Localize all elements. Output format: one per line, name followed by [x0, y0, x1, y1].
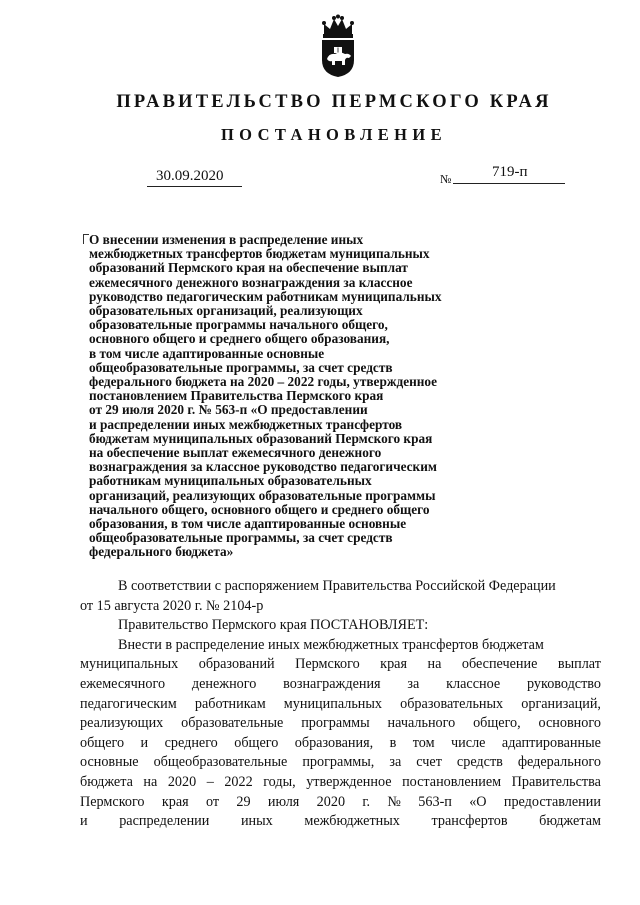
title-line: руководство педагогическим работникам муниципальных [89, 288, 442, 304]
item-line [80, 655, 601, 675]
word: работникам [194, 695, 266, 712]
item-line [80, 773, 601, 793]
word: и [140, 734, 149, 751]
word: муниципальных [283, 695, 383, 712]
government-title: ПРАВИТЕЛЬСТВО ПЕРМСКОГО КРАЯ [116, 92, 552, 112]
word: – [206, 773, 214, 790]
word: ежемесячного [80, 675, 166, 692]
word: утвержденное [306, 773, 392, 790]
item-line [80, 675, 601, 695]
title-line: на обеспечение выплат ежемесячного денежного [89, 445, 382, 461]
basis-line-2: от 15 августа 2020 г. № 2104-р [80, 597, 264, 614]
title-line: образовательные программы начального общего, [89, 317, 388, 333]
title-line: федерального бюджета на 2020 – 2022 годы, утвержденное [89, 374, 437, 390]
word: основные [80, 754, 139, 771]
title-line: образования, в том числе адаптированные основные [89, 516, 407, 532]
word: 563-п [418, 793, 452, 810]
word: бюджета [80, 773, 133, 790]
title-line: бюджетам муниципальных образований Пермского края [89, 430, 433, 446]
word: иных [240, 813, 273, 830]
word: классное [446, 675, 501, 692]
word: образования, [294, 734, 374, 751]
word: образовательных [400, 695, 504, 712]
word: организаций, [521, 695, 601, 712]
word: муниципальных [80, 656, 179, 673]
item-line [80, 714, 601, 734]
word: общего [80, 734, 125, 751]
number-sign: № [440, 172, 452, 186]
word: предоставлении [503, 793, 601, 810]
document-body [80, 577, 601, 832]
title-line: федерального бюджета» [89, 544, 234, 560]
word: начального [387, 715, 456, 732]
word: и [80, 813, 88, 830]
title-line: основного общего и среднего общего образования, [89, 331, 390, 347]
title-line: и распределении иных межбюджетных трансфертов [89, 416, 403, 432]
word: годы, [263, 773, 296, 790]
word: числе [451, 734, 486, 751]
document-date: 30.09.2020 [156, 168, 224, 184]
word: том [412, 734, 435, 751]
document-type: ПОСТАНОВЛЕНИЕ [220, 125, 448, 144]
item-line [80, 812, 601, 832]
word: общего [234, 734, 279, 751]
perm-krai-coat-of-arms-icon [318, 14, 358, 78]
word: реализующих [80, 715, 164, 732]
word: адаптированные [501, 734, 601, 751]
word: общеобразовательные [153, 754, 288, 771]
word: на [427, 656, 442, 673]
word: общего, [473, 715, 521, 732]
word: в [389, 734, 397, 751]
number-underline [453, 183, 565, 184]
word: основного [538, 715, 601, 732]
resolution-title [89, 233, 519, 560]
word: 29 [236, 793, 251, 810]
word: постановлением [402, 773, 502, 790]
word: г. [362, 793, 371, 810]
title-line: вознаграждения за классное руководство педагогическим [89, 459, 437, 475]
word: края [380, 656, 407, 673]
word: № [387, 793, 401, 810]
word: «О [469, 793, 487, 810]
item-line [80, 734, 601, 754]
word: программы, [302, 754, 375, 771]
item-line [80, 753, 601, 773]
item-line [80, 695, 601, 715]
word: 2022 [224, 773, 253, 790]
word: края [161, 793, 189, 810]
word: вознаграждения [283, 675, 381, 692]
word: Правительства [511, 773, 601, 790]
title-line: от 29 июля 2020 г. № 563-п «О предоставлении [89, 402, 368, 418]
word: обеспечение [461, 656, 538, 673]
title-line: образований Пермского края на обеспечение выплат [89, 260, 408, 276]
title-line: общеобразовательные программы, за счет средств [89, 530, 393, 546]
title-line: организаций, реализующих образовательные программы [89, 487, 436, 503]
title-line: в том числе адаптированные основные [89, 345, 325, 361]
word: руководство [527, 675, 601, 692]
word: 2020 [316, 793, 346, 810]
item-line: Внести в распределение иных межбюджетных трансфертов бюджетам [118, 636, 544, 653]
word: трансфертов [431, 813, 508, 830]
resolves-line: Правительство Пермского края ПОСТАНОВЛЯЕТ: [118, 617, 429, 634]
word: распределении [119, 813, 210, 830]
word: педагогическим [80, 695, 177, 712]
word: средств [456, 754, 503, 771]
title-line: постановлением Правительства Пермского края [89, 388, 384, 404]
word: 2020 [167, 773, 197, 790]
word: выплат [557, 656, 601, 673]
title-line: ежемесячного денежного вознаграждения за классное [89, 274, 413, 290]
word: программы [301, 715, 370, 732]
item-line [80, 793, 601, 813]
date-underline [147, 186, 242, 187]
word: межбюджетных [304, 813, 400, 830]
word: денежного [191, 675, 257, 692]
word: июля [267, 793, 300, 810]
title-line: О внесении изменения в распределение иных [89, 232, 364, 247]
word: за [407, 675, 420, 692]
title-line: общеобразовательные программы, за счет средств [89, 359, 393, 375]
word: образовательные [181, 715, 284, 732]
word: бюджетам [539, 813, 601, 830]
title-line: образовательных организаций, реализующих [89, 303, 363, 319]
title-line: межбюджетных трансфертов бюджетам муниципальных [89, 246, 430, 262]
word: за [389, 754, 402, 771]
word: счет [416, 754, 442, 771]
title-line: работникам муниципальных образовательных [89, 473, 372, 489]
word: на [143, 773, 158, 790]
word: образований [198, 656, 275, 673]
word: Пермского [295, 656, 360, 673]
word: федерального [517, 754, 601, 771]
title-line: начального общего, основного общего и среднего общего [89, 501, 430, 517]
word: Пермского [80, 793, 145, 810]
document-number: 719-п [492, 164, 528, 180]
word: среднего [164, 734, 218, 751]
word: от [205, 793, 220, 810]
basis-line-1: В соответствии с распоряжением Правительства Российской Федерации [118, 578, 556, 594]
